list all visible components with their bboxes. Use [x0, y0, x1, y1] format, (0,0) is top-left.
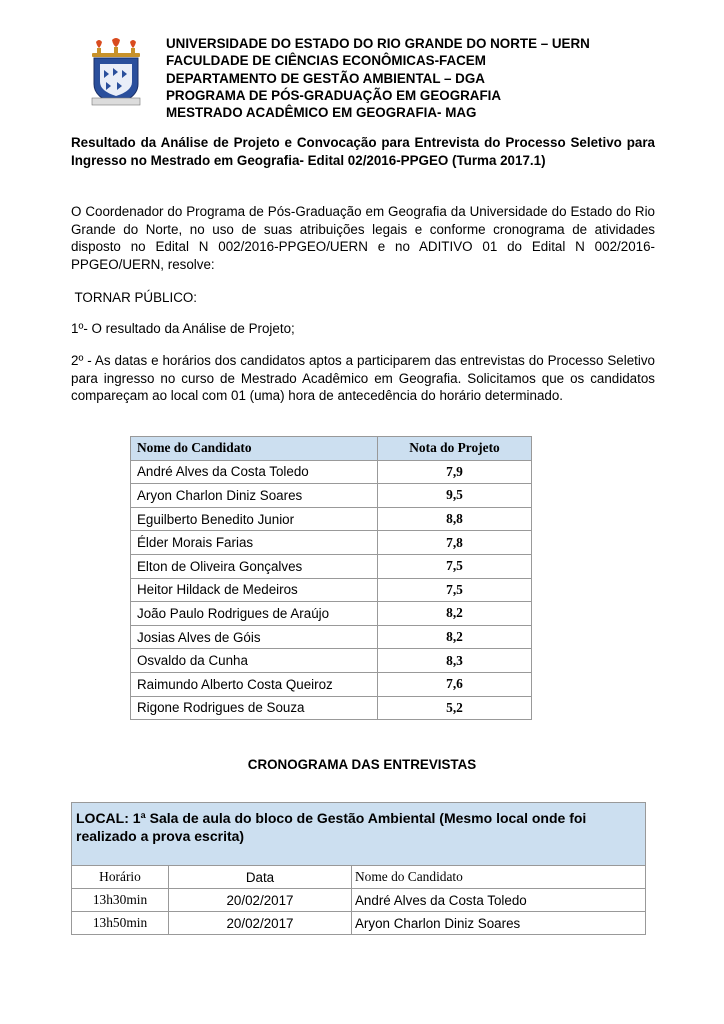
item-2: 2º - As datas e horários dos candidatos aptos a participarem das entrevistas do Processo Seletivo para ingresso no curso de Mestrado Acadêmico em Geografia. Solicitamos que os candidatos compareçam ao local com 01 (uma) hora de antecedência do horário determinado.	[71, 353, 655, 404]
institution-header	[166, 35, 686, 121]
table-row	[131, 696, 532, 720]
candidate-score: 7,9	[378, 460, 532, 484]
table-row	[131, 602, 532, 626]
header-line: PROGRAMA DE PÓS-GRADUAÇÃO EM GEOGRAFIA	[166, 87, 502, 103]
candidate-name: Aryon Charlon Diniz Soares	[352, 912, 646, 935]
header-line: UNIVERSIDADE DO ESTADO DO RIO GRANDE DO NORTE – UERN	[166, 36, 590, 51]
candidate-score: 8,2	[378, 602, 532, 626]
candidate-name: Eguilberto Benedito Junior	[131, 507, 378, 531]
location-row	[72, 803, 646, 866]
candidate-name: Elton de Oliveira Gonçalves	[131, 554, 378, 578]
tornar-publico: TORNAR PÚBLICO:	[71, 290, 198, 305]
table-row	[131, 672, 532, 696]
candidate-name: Aryon Charlon Diniz Soares	[131, 484, 378, 508]
candidate-score: 8,8	[378, 507, 532, 531]
table-row	[131, 531, 532, 555]
location-cell: LOCAL: 1ª Sala de aula do bloco de Gestão Ambiental (Mesmo local onde foi realizado a prova escrita)	[72, 803, 646, 866]
candidate-score: 9,5	[378, 484, 532, 508]
interview-time: 13h30min	[72, 889, 169, 912]
schedule-table	[71, 802, 646, 935]
table-row	[72, 912, 646, 935]
column-header-score: Nota do Projeto	[378, 437, 532, 461]
candidate-name: João Paulo Rodrigues de Araújo	[131, 602, 378, 626]
candidate-name: Rigone Rodrigues de Souza	[131, 696, 378, 720]
candidate-score: 7,6	[378, 672, 532, 696]
interview-date: 20/02/2017	[169, 889, 352, 912]
column-header-name: Nome do Candidato	[131, 437, 378, 461]
candidate-name: Heitor Hildack de Medeiros	[131, 578, 378, 602]
candidate-name: Raimundo Alberto Costa Queiroz	[131, 672, 378, 696]
header-line: DEPARTAMENTO DE GESTÃO AMBIENTAL – DGA	[166, 70, 485, 86]
item-1: 1º- O resultado da Análise de Projeto;	[71, 321, 295, 336]
table-row	[131, 578, 532, 602]
candidate-score: 8,2	[378, 625, 532, 649]
header-line: MESTRADO ACADÊMICO EM GEOGRAFIA- MAG	[166, 105, 477, 121]
candidate-name: Élder Morais Farias	[131, 531, 378, 555]
candidate-score: 7,8	[378, 531, 532, 555]
candidate-name: André Alves da Costa Toledo	[352, 889, 646, 912]
intro-paragraph: O Coordenador do Programa de Pós-Graduação em Geografia da Universidade do Estado do Rio Grande do Norte, no uso de suas atribuições legais e conforme cronograma de atividades disposto no Edital N 002/2016-PPGEO/UERN e no ADITIVO 01 do Edital N 002/2016-PPGEO/UERN, resolve:	[71, 204, 655, 272]
candidate-score: 7,5	[378, 554, 532, 578]
candidate-name: Josias Alves de Góis	[131, 625, 378, 649]
column-header-date: Data	[169, 866, 352, 889]
interview-time: 13h50min	[72, 912, 169, 935]
table-header-row	[72, 866, 646, 889]
university-crest-icon	[86, 38, 146, 108]
candidate-name: André Alves da Costa Toledo	[131, 460, 378, 484]
table-row	[131, 625, 532, 649]
table-row	[131, 649, 532, 673]
table-row	[72, 889, 646, 912]
column-header-name: Nome do Candidato	[352, 866, 646, 889]
table-row	[131, 484, 532, 508]
table-header-row	[131, 437, 532, 461]
schedule-title: CRONOGRAMA DAS ENTREVISTAS	[247, 757, 477, 772]
document-title: Resultado da Análise de Projeto e Convocação para Entrevista do Processo Seletivo para Ingresso no Mestrado em Geografia- Edital 02/2016-PPGEO (Turma 2017.1)	[71, 135, 655, 168]
table-row	[131, 554, 532, 578]
header-line: FACULDADE DE CIÊNCIAS ECONÔMICAS-FACEM	[166, 53, 486, 69]
candidate-name: Osvaldo da Cunha	[131, 649, 378, 673]
interview-date: 20/02/2017	[169, 912, 352, 935]
results-table	[130, 436, 532, 720]
table-row	[131, 460, 532, 484]
column-header-time: Horário	[72, 866, 169, 889]
candidate-score: 7,5	[378, 578, 532, 602]
table-row	[131, 507, 532, 531]
candidate-score: 5,2	[378, 696, 532, 720]
candidate-score: 8,3	[378, 649, 532, 673]
